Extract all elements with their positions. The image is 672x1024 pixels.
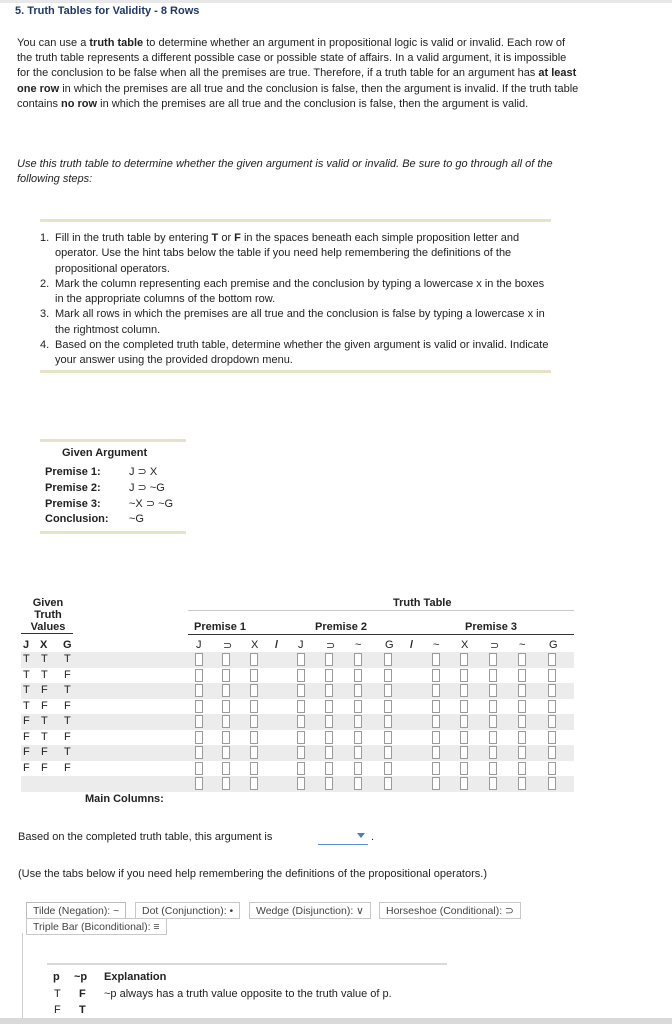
intro-segment: no row <box>61 97 98 110</box>
def-header-p: p <box>53 971 60 983</box>
truth-value-input[interactable] <box>354 669 362 682</box>
truth-value-input[interactable] <box>548 762 556 775</box>
truth-value-input[interactable] <box>222 700 230 713</box>
truth-value-input[interactable] <box>354 684 362 697</box>
given-value-cell: T <box>41 653 48 665</box>
truth-value-input[interactable] <box>489 731 497 744</box>
truth-value-input[interactable] <box>325 715 333 728</box>
truth-value-input[interactable] <box>325 746 333 759</box>
truth-value-input[interactable] <box>384 731 392 744</box>
step-text: Mark all rows in which the premises are all true and the conclusion is false by typing a lowercase x in the rightmost column. <box>55 308 545 336</box>
given-value-cell: F <box>41 746 48 758</box>
main-column-input[interactable] <box>222 777 230 790</box>
truth-value-input[interactable] <box>297 669 305 682</box>
validity-dropdown[interactable] <box>318 830 368 845</box>
truth-value-input[interactable] <box>489 700 497 713</box>
truth-value-input[interactable] <box>325 731 333 744</box>
given-value-cell: T <box>41 715 48 727</box>
main-column-input[interactable] <box>195 777 203 790</box>
premise-3-symbol: ⊃ <box>490 640 500 652</box>
truth-value-input[interactable] <box>432 746 440 759</box>
truth-value-input[interactable] <box>518 746 526 759</box>
step-text: F <box>234 232 241 244</box>
truth-value-input[interactable] <box>250 653 258 666</box>
top-border <box>0 0 672 3</box>
truth-value-input[interactable] <box>432 700 440 713</box>
truth-value-input[interactable] <box>460 653 468 666</box>
given-value-cell: F <box>23 730 30 743</box>
given-truth-values-header: Given Truth Values <box>30 597 66 633</box>
intro-segment: in which the premises are all true and the conclusion is false, then the argument is invalid. If the truth table contains <box>17 82 579 110</box>
def-row-1-not-p: F <box>79 988 86 1000</box>
truth-value-input[interactable] <box>250 762 258 775</box>
truth-value-input[interactable] <box>297 700 305 713</box>
instruction-lead: Use this truth table to determine whether the given argument is valid or invalid. Be sure to go through all of the following steps: <box>17 158 553 185</box>
given-argument-title: Given Argument <box>62 447 148 459</box>
premise-2-symbol: ~ <box>355 639 362 651</box>
truth-value-input[interactable] <box>354 700 362 713</box>
intro-segment: You can use a <box>17 37 90 49</box>
truth-value-input[interactable] <box>195 684 203 697</box>
intro-segment: truth table <box>89 37 144 49</box>
main-column-input[interactable] <box>460 777 468 790</box>
truth-value-input[interactable] <box>195 715 203 728</box>
premise-separator: / <box>275 639 279 651</box>
given-value-cell: F <box>64 668 71 681</box>
step-text: T <box>211 232 219 244</box>
step-item <box>40 307 550 338</box>
truth-value-input[interactable] <box>548 746 556 759</box>
step-item <box>40 338 550 369</box>
truth-table-rule <box>188 610 574 611</box>
truth-value-input[interactable] <box>354 653 362 666</box>
truth-value-input[interactable] <box>432 653 440 666</box>
steps-box <box>40 219 551 373</box>
truth-table-title: Truth Table <box>393 597 452 609</box>
given-value-cell: F <box>41 699 48 712</box>
main-column-input[interactable] <box>548 777 556 790</box>
truth-value-input[interactable] <box>222 653 230 666</box>
premise-1-symbol: X <box>251 639 259 651</box>
given-value-cell: F <box>41 761 48 774</box>
truth-value-input[interactable] <box>250 700 258 713</box>
given-value-cell: F <box>41 684 48 696</box>
step-number: 3. <box>40 308 50 321</box>
truth-value-input[interactable] <box>460 715 468 728</box>
hint-note: (Use the tabs below if you need help remembering the definitions of the propositional operators.) <box>18 868 487 880</box>
premise-2-row: Premise 2: J ⊃ ~G <box>45 482 165 494</box>
page-title: 5. Truth Tables for Validity - 8 Rows <box>15 5 200 17</box>
given-var-header: J <box>23 639 30 651</box>
premise-1-label: Premise 1 <box>194 621 246 633</box>
main-column-input[interactable] <box>297 777 305 790</box>
truth-value-input[interactable] <box>548 731 556 744</box>
given-value-cell: F <box>23 715 30 727</box>
tab-wedge[interactable]: Wedge (Disjunction): ∨ <box>249 902 371 919</box>
definition-rule <box>47 963 447 965</box>
def-row-2-p: F <box>54 1004 61 1016</box>
truth-value-input[interactable] <box>548 653 556 666</box>
main-column-input[interactable] <box>432 777 440 790</box>
premise-3-symbol: ~ <box>519 639 526 651</box>
premise-2-symbol: ⊃ <box>326 640 336 652</box>
truth-value-input[interactable] <box>297 731 305 744</box>
intro-paragraph <box>17 36 582 112</box>
def-row-1-p: T <box>54 988 61 1000</box>
truth-value-input[interactable] <box>195 762 203 775</box>
truth-value-input[interactable] <box>518 731 526 744</box>
premise-1-symbol: J <box>196 639 202 651</box>
step-text: Based on the completed truth table, determine whether the given argument is valid or invalid. Indicate your answer using the provided dropdown menu. <box>55 339 549 367</box>
truth-value-input[interactable] <box>325 669 333 682</box>
truth-value-input[interactable] <box>354 762 362 775</box>
premise-separator: / <box>410 639 414 651</box>
truth-value-input[interactable] <box>250 669 258 682</box>
given-argument-box <box>40 439 186 534</box>
truth-value-input[interactable] <box>432 669 440 682</box>
answer-prompt: Based on the completed truth table, this argument is <box>18 831 273 843</box>
def-row-1-explanation: ~p always has a truth value opposite to the truth value of p. <box>104 988 392 1000</box>
truth-value-input[interactable] <box>384 715 392 728</box>
given-value-cell: F <box>64 699 71 712</box>
given-underline <box>21 633 73 634</box>
truth-value-input[interactable] <box>354 715 362 728</box>
truth-value-input[interactable] <box>489 669 497 682</box>
truth-value-input[interactable] <box>297 746 305 759</box>
truth-value-input[interactable] <box>195 653 203 666</box>
premise-3-label: Premise 3 <box>465 621 517 633</box>
truth-value-input[interactable] <box>325 653 333 666</box>
given-value-cell: T <box>64 746 71 758</box>
truth-value-input[interactable] <box>518 700 526 713</box>
step-text: Fill in the truth table by entering <box>55 232 212 244</box>
truth-value-input[interactable] <box>250 746 258 759</box>
truth-value-input[interactable] <box>460 731 468 744</box>
def-row-2-not-p: T <box>79 1004 86 1016</box>
truth-value-input[interactable] <box>460 669 468 682</box>
step-number: 1. <box>40 232 50 244</box>
premise-1-symbol: ⊃ <box>223 640 233 652</box>
truth-value-input[interactable] <box>222 731 230 744</box>
truth-value-input[interactable] <box>489 684 497 697</box>
truth-value-input[interactable] <box>384 669 392 682</box>
truth-value-input[interactable] <box>518 653 526 666</box>
main-column-input[interactable] <box>489 777 497 790</box>
given-value-cell: T <box>23 668 30 681</box>
premise-2-symbol: G <box>385 639 394 651</box>
truth-value-input[interactable] <box>222 669 230 682</box>
truth-value-input[interactable] <box>195 669 203 682</box>
truth-value-input[interactable] <box>325 684 333 697</box>
truth-value-input[interactable] <box>548 669 556 682</box>
step-number: 2. <box>40 277 50 290</box>
def-header-explanation: Explanation <box>104 971 167 983</box>
premise-2-label: Premise 2 <box>315 621 367 633</box>
truth-value-input[interactable] <box>297 762 305 775</box>
truth-value-input[interactable] <box>432 731 440 744</box>
given-var-header: G <box>63 639 72 651</box>
answer-period: . <box>371 831 375 843</box>
truth-value-input[interactable] <box>325 762 333 775</box>
given-value-cell: T <box>64 684 71 696</box>
truth-value-input[interactable] <box>489 746 497 759</box>
main-column-input[interactable] <box>250 777 258 790</box>
truth-value-input[interactable] <box>195 746 203 759</box>
given-value-cell: T <box>41 668 48 681</box>
intro-segment: to determine whether an argument in propositional logic is valid or invalid. Each row of the truth table represents a different possible case or possible state of affairs. In a valid argument, it is impossible for the conclusion to be false when all the premises are true. Therefore, if a truth table for an argument has <box>17 37 567 80</box>
truth-value-input[interactable] <box>460 700 468 713</box>
truth-value-input[interactable] <box>518 684 526 697</box>
step-text: or <box>218 232 235 244</box>
truth-value-input[interactable] <box>432 684 440 697</box>
truth-value-input[interactable] <box>548 684 556 697</box>
truth-value-input[interactable] <box>222 684 230 697</box>
truth-value-input[interactable] <box>384 684 392 697</box>
given-value-cell: T <box>23 699 30 712</box>
truth-value-input[interactable] <box>460 684 468 697</box>
given-value-cell: F <box>23 746 30 758</box>
premise-1-row: Premise 1: J ⊃ X <box>45 466 158 478</box>
truth-value-input[interactable] <box>518 715 526 728</box>
step-item <box>40 231 550 277</box>
given-var-header: X <box>40 639 48 651</box>
truth-value-input[interactable] <box>222 746 230 759</box>
chevron-down-icon <box>357 833 365 838</box>
given-value-cell: T <box>64 715 71 727</box>
truth-value-input[interactable] <box>548 715 556 728</box>
intro-segment: in which the premises are all true and the conclusion is false, then the argument is valid. <box>97 97 529 110</box>
bottom-strip <box>0 1018 672 1024</box>
truth-value-input[interactable] <box>222 762 230 775</box>
steps-list <box>40 231 550 369</box>
premise-3-symbol: G <box>549 639 558 651</box>
truth-value-input[interactable] <box>460 762 468 775</box>
truth-value-input[interactable] <box>489 762 497 775</box>
intro-segment: at least one row <box>17 67 577 95</box>
premise-underline <box>188 634 574 635</box>
truth-value-input[interactable] <box>297 684 305 697</box>
given-value-cell: T <box>23 653 30 665</box>
step-text: Mark the column representing each premise and the conclusion by typing a lowercase x in the boxes in the appropriate columns of the bottom row. <box>55 277 545 306</box>
truth-value-input[interactable] <box>518 669 526 682</box>
tab-horseshoe[interactable]: Horseshoe (Conditional): ⊃ <box>379 902 521 919</box>
truth-value-input[interactable] <box>489 653 497 666</box>
main-column-input[interactable] <box>325 777 333 790</box>
truth-value-input[interactable] <box>432 715 440 728</box>
truth-value-input[interactable] <box>250 731 258 744</box>
step-item <box>40 277 550 308</box>
given-value-cell: T <box>23 684 30 696</box>
step-text: in the spaces beneath each simple proposition letter and operator. Use the hint tabs below the table if you need help remembering the definitions of the propositional operators. <box>55 232 520 275</box>
truth-value-input[interactable] <box>250 684 258 697</box>
def-header-not-p: ~p <box>74 971 88 983</box>
truth-value-input[interactable] <box>297 715 305 728</box>
premise-3-symbol: ~ <box>433 639 440 651</box>
given-value-cell: T <box>64 653 71 665</box>
given-value-cell: F <box>64 730 71 743</box>
given-value-cell: T <box>41 730 48 743</box>
given-value-cell: F <box>64 761 71 774</box>
truth-value-input[interactable] <box>460 746 468 759</box>
truth-value-input[interactable] <box>432 762 440 775</box>
main-column-input[interactable] <box>518 777 526 790</box>
truth-value-input[interactable] <box>354 731 362 744</box>
step-number: 4. <box>40 339 50 352</box>
truth-value-input[interactable] <box>195 731 203 744</box>
truth-value-input[interactable] <box>250 715 258 728</box>
premise-2-symbol: J <box>298 639 304 651</box>
tab-dot[interactable]: Dot (Conjunction): • <box>135 902 240 919</box>
truth-value-input[interactable] <box>384 700 392 713</box>
tab-triple-bar[interactable]: Triple Bar (Biconditional): ≡ <box>26 918 167 935</box>
truth-value-input[interactable] <box>489 715 497 728</box>
premise-3-row: Premise 3: ~X ⊃ ~G <box>45 498 174 510</box>
truth-value-input[interactable] <box>195 700 203 713</box>
truth-value-input[interactable] <box>354 746 362 759</box>
truth-value-input[interactable] <box>384 762 392 775</box>
main-column-input[interactable] <box>384 777 392 790</box>
truth-value-input[interactable] <box>518 762 526 775</box>
conclusion-row: Conclusion: ~G <box>45 513 144 525</box>
truth-value-input[interactable] <box>325 700 333 713</box>
main-columns-label: Main Columns: <box>85 793 164 805</box>
truth-value-input[interactable] <box>384 746 392 759</box>
given-value-cell: F <box>23 761 30 774</box>
truth-value-input[interactable] <box>548 700 556 713</box>
truth-value-input[interactable] <box>222 715 230 728</box>
truth-value-input[interactable] <box>384 653 392 666</box>
main-column-input[interactable] <box>354 777 362 790</box>
truth-value-input[interactable] <box>297 653 305 666</box>
tab-tilde[interactable]: Tilde (Negation): ~ <box>26 902 126 919</box>
premise-3-symbol: X <box>461 639 469 651</box>
